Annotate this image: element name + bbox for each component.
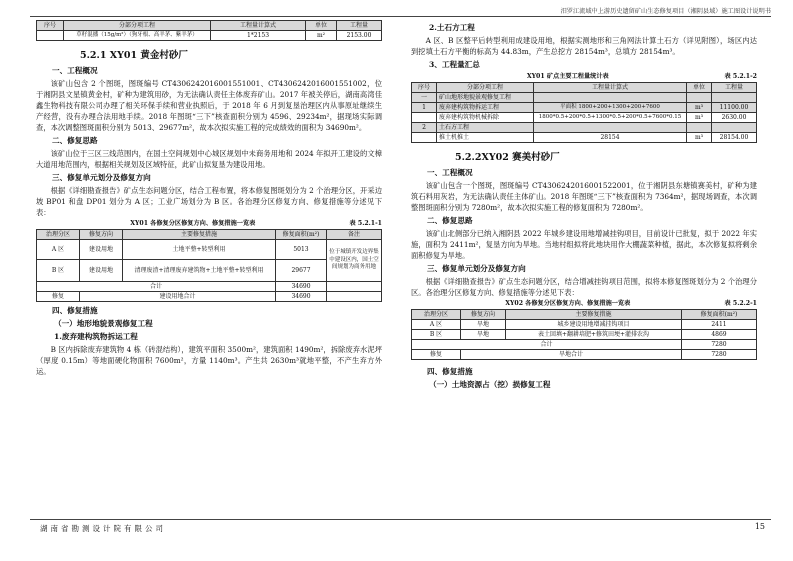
table-cell: 2 xyxy=(412,123,437,133)
table-cell xyxy=(687,123,712,133)
xy01-quantity-table xyxy=(411,82,757,143)
table-cell: 29677 xyxy=(276,260,327,282)
table-cell: 草籽混播（15g/m²）（狗牙根、高羊茅、紫羊茅） xyxy=(64,31,211,41)
col-header: 工程量 xyxy=(337,21,382,31)
table-cell: 清理废渣+清理废弃建筑物+土地平整+转型利用 xyxy=(123,260,276,282)
table-cell: 11100.00 xyxy=(712,103,757,113)
col-header: 主要修复措施 xyxy=(123,230,276,240)
table-cell xyxy=(712,123,757,133)
subsection-heading: 一、工程概况 xyxy=(427,168,473,177)
caption-text: XY01 各修复分区修复方向、修复措施一览表 xyxy=(130,220,256,227)
table-cell: 平面积 1800+200+1300+200+7600 xyxy=(534,103,687,113)
col-header: 修复方向 xyxy=(461,310,506,320)
repair-direction: 旱地合计 xyxy=(461,350,682,360)
table-cell: 土石方工程 xyxy=(437,123,534,133)
col-header: 分部分项工程 xyxy=(64,21,211,31)
table-caption xyxy=(411,72,757,81)
table-cell xyxy=(712,93,757,103)
table-number: 表 5.2.1-1 xyxy=(349,220,382,227)
repair-label: 修复 xyxy=(37,292,80,302)
col-header: 备注 xyxy=(327,230,382,240)
table-cell: 旱地 xyxy=(461,320,506,330)
total-value: 7280 xyxy=(682,340,757,350)
col-header: 治理分区 xyxy=(412,310,461,320)
table-cell xyxy=(412,133,437,143)
paragraph: 该矿山北侧部分已纳入湘阴县 2022 年城乡建设用地增减挂钩项目，目前设计已批复，拟于 2022 年实施，面积为 2411m²，复垦方向为旱地。当地村组拟将此地块用作大棚蔬菜种植，据此，本次修复拟将剩余面积修复为旱地。 xyxy=(411,229,757,260)
continued-quantity-table xyxy=(36,20,382,41)
left-column xyxy=(36,18,382,377)
table-cell: 建设用地 xyxy=(80,260,123,282)
paragraph: B 区内拆除废弃建筑物 4 栋（砖混结构），建筑平面积 3500m²，建筑面积 1490m²，拆除废弃水泥坪（厚度 0.15m）等地面硬化物面积 7600m²，方量 1140m³。产生共 2630m³就地平整，不产生弃方外运。 xyxy=(36,345,382,376)
table-cell: A 区 xyxy=(37,240,80,260)
caption-text: XY01 矿点主要工程量统计表 xyxy=(526,73,609,80)
subsection-heading: 二、修复思路 xyxy=(427,216,473,225)
paragraph: 根据《详细勘查报告》矿点生态问题分区，结合增减挂钩项目范围，拟将本修复图斑划分为 2 个治理分区。各治理分区修复方向、修复措施等分述见下表： xyxy=(411,277,757,297)
paragraph: 根据《详细勘查报告》矿点生态问题分区，结合工程布置，将本修复图斑划分为 2 个治理分区，开采边坡 BP01 和盘 DP01 划分为 A 区；工业广场划分为 B 区。各治理分区修复方向、修复措施等分述见下表： xyxy=(36,186,382,217)
table-cell: 5013 xyxy=(276,240,327,260)
right-column xyxy=(411,18,757,392)
table-cell: 表土回填+翻耕培肥+修筑田埂+灌排农沟 xyxy=(506,330,682,340)
footer-rule xyxy=(30,519,771,520)
table-cell: 推土机推土 xyxy=(437,133,534,143)
repair-value: 7280 xyxy=(682,350,757,360)
col-header: 工程量计算式 xyxy=(534,83,687,93)
table-caption xyxy=(36,219,382,228)
table-cell: 土地平整+转型利用 xyxy=(123,240,276,260)
col-header: 工程量 xyxy=(712,83,757,93)
subsection-heading: 三、修复单元划分及修复方向 xyxy=(427,264,526,273)
table-cell: 4869 xyxy=(682,330,757,340)
table-caption xyxy=(411,299,757,308)
subsection-heading: 二、修复思路 xyxy=(52,136,98,145)
col-header: 单位 xyxy=(687,83,712,93)
table-cell: 一 xyxy=(412,93,437,103)
col-header: 单位 xyxy=(306,21,337,31)
table-cell xyxy=(534,123,687,133)
subsection-heading: 一、工程概况 xyxy=(52,66,98,75)
table-cell: 建设用地 xyxy=(80,240,123,260)
paragraph: 该矿山位于三区三线范围内，在国土空间规划中心城区规划中未商务用地和 2024 年拟开工建设的文樟大道用地范围内，根据相关规划及区域特征，此矿山拟复垦为建设用地。 xyxy=(36,149,382,169)
col-header: 修复面积(m²) xyxy=(682,310,757,320)
subsection-heading: 四、修复措施 xyxy=(427,367,473,376)
table-cell: 旱地 xyxy=(461,330,506,340)
table-cell xyxy=(412,113,437,123)
table-cell: 城乡建设用地增减挂钩项目 xyxy=(506,320,682,330)
table-cell: m³ xyxy=(687,113,712,123)
item-heading: 3、工程量汇总 xyxy=(429,60,480,69)
page-header: 汨罗江流域中上游历史遗留矿山生态修复项目（湘阴县域）施工图设计说明书 xyxy=(560,8,771,15)
col-header: 治理分区 xyxy=(37,230,80,240)
table-cell: 2153.00 xyxy=(337,31,382,41)
table-number: 表 5.2.2-1 xyxy=(724,300,757,307)
table-cell: 2630.00 xyxy=(712,113,757,123)
col-header: 工程量计算式 xyxy=(211,21,306,31)
table-cell: 1 xyxy=(412,103,437,113)
subsection-heading: 三、修复单元划分及修复方向 xyxy=(52,173,151,182)
table-cell: 1*2153 xyxy=(211,31,306,41)
item-heading: 2.土石方工程 xyxy=(429,23,475,32)
table-cell xyxy=(687,93,712,103)
table-cell: 28154 xyxy=(534,133,687,143)
empty-cell xyxy=(327,282,382,292)
header-rule xyxy=(30,16,771,17)
empty-cell xyxy=(327,292,382,302)
page-number: 15 xyxy=(754,522,765,531)
table-cell: m² xyxy=(306,31,337,41)
paragraph: 该矿山包含一个图斑，图斑编号 CT4306242016001522001，位于湘阴县东塘镇赛美村，矿种为建筑石料用灰岩，为无法确认责任主体矿山。2018 年图斑“三下”核查面积为 7364m²，据现场调查，本次调整图斑面积分别为 7280m²，故本次拟实施工程的修复面积为 7280m²。 xyxy=(411,181,757,212)
col-header: 修复方向 xyxy=(80,230,123,240)
table-cell xyxy=(534,93,687,103)
subsection-heading: 四、修复措施 xyxy=(52,306,98,315)
repair-value: 34690 xyxy=(276,292,327,302)
col-header: 修复面积(m²) xyxy=(276,230,327,240)
xy01-zone-table xyxy=(36,229,382,302)
table-cell: 矿山地形地貌景观修复工程 xyxy=(437,93,534,103)
col-header: 序号 xyxy=(412,83,437,93)
table-cell: 废弃建构筑物拆运工程 xyxy=(437,103,534,113)
table-cell: m³ xyxy=(687,103,712,113)
table-cell: 2411 xyxy=(682,320,757,330)
table-cell: B 区 xyxy=(37,260,80,282)
remark-cell: 位于城镇开发边界集中建设区内，国土空间规划为商务用地 xyxy=(327,240,382,282)
col-header: 分部分项工程 xyxy=(437,83,534,93)
table-number: 表 5.2.1-2 xyxy=(724,73,757,80)
repair-direction: 建设用地合计 xyxy=(80,292,276,302)
total-value: 34690 xyxy=(276,282,327,292)
table-cell: 废弃建构筑物机械拆除 xyxy=(437,113,534,123)
caption-text: XY02 各修复分区修复方向、修复措施一览表 xyxy=(505,300,631,307)
table-cell: B 区 xyxy=(412,330,461,340)
item-heading: 1.废弃建构筑物拆运工程 xyxy=(54,332,138,341)
paragraph: 该矿山包含 2 个图斑，图斑编号 CT4306242016001551001、CT4306242016001551002，位于湘阴县文星镇黄金村，矿种为建筑用砂，为无法确认责任主体废弃矿山。2017 年被关停后，湖南高湾佳鑫生物科技有限公司办理了相关环保手续和营业执照后，于 2018 年 6 月到复垦治理区内从事原址继续生产经营，没有办理合法用地手续。2018 年图斑“三下”核查面积分别为 4596、29234m²，据现场实际调查，本次调整图斑面积分别为 5013、29677m²，故本次拟实施工程的完成绩效的面积为 34690m²。 xyxy=(36,79,382,132)
section-heading: 5.2.2XY02 赛美村砂厂 xyxy=(455,152,560,163)
table-cell: 28154.00 xyxy=(712,133,757,143)
col-header: 主要修复措施 xyxy=(506,310,682,320)
table-cell: m³ xyxy=(687,133,712,143)
table-cell xyxy=(37,31,64,41)
total-label: 合计 xyxy=(37,282,276,292)
section-heading: 5.2.1 XY01 黄金村砂厂 xyxy=(80,50,188,61)
footer-company: 湖南省勘测设计院有限公司 xyxy=(40,524,166,533)
xy02-zone-table xyxy=(411,309,757,360)
repair-label: 修复 xyxy=(412,350,461,360)
table-cell: A 区 xyxy=(412,320,461,330)
sub-subsection-heading: （一）土地资源占（挖）损修复工程 xyxy=(429,380,551,389)
sub-subsection-heading: （一）地形地貌景观修复工程 xyxy=(54,319,153,328)
col-header: 序号 xyxy=(37,21,64,31)
total-label: 合计 xyxy=(412,340,682,350)
paragraph: A 区、B 区整平后转型利用成建设用地，根据实测地形和三角网法计算土石方（详见附图），场区内达到挖填土石方平衡的标高为 44.83m，产生总挖方 28154m³，总填方 28154m³。 xyxy=(411,36,757,56)
table-cell: 1800*0.5+200*0.5+1300*0.5+200*0.5+7600*0.15 xyxy=(534,113,687,123)
